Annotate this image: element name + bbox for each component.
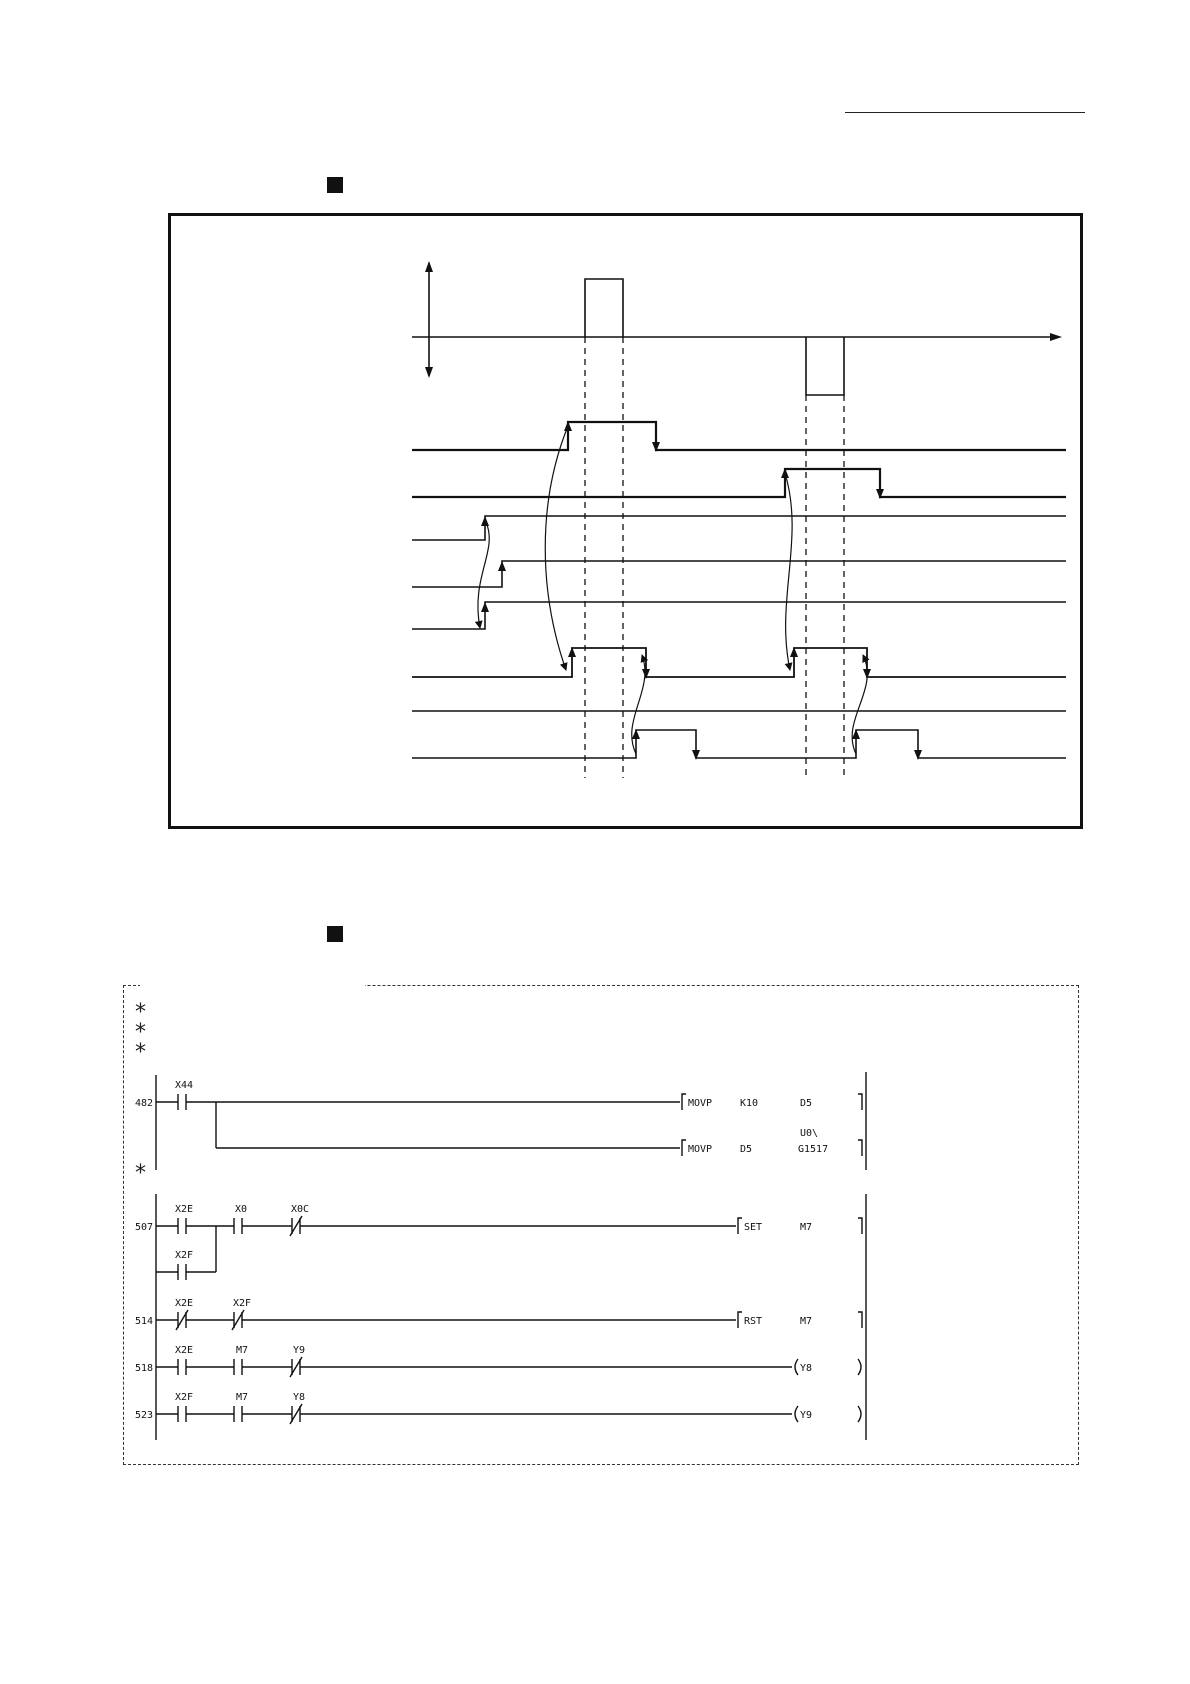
comment-mark: * <box>135 1040 146 1065</box>
contact-label: X2E <box>175 1204 194 1215</box>
contact-label: X0 <box>235 1204 248 1215</box>
contact-label: X44 <box>175 1080 194 1091</box>
instruction-arg: M7 <box>800 1222 813 1233</box>
step-number: 507 <box>135 1222 154 1233</box>
contact-label: X0C <box>291 1204 310 1215</box>
instruction-arg: D5 <box>800 1098 813 1109</box>
contact-label: M7 <box>236 1345 249 1356</box>
coil-label: Y8 <box>800 1363 813 1374</box>
coil-label: Y9 <box>800 1410 813 1421</box>
comment-mark: * <box>135 1161 146 1186</box>
instruction-arg: G1517 <box>798 1144 829 1155</box>
comment-mark: * <box>135 1000 146 1025</box>
contact-label: X2E <box>175 1298 194 1309</box>
instruction-op: MOVP <box>688 1098 713 1109</box>
instruction-arg: M7 <box>800 1316 813 1327</box>
instruction-arg: D5 <box>740 1144 753 1155</box>
instruction-op: RST <box>744 1316 763 1327</box>
instruction-op: SET <box>744 1222 763 1233</box>
contact-label: X2E <box>175 1345 194 1356</box>
step-number: 523 <box>135 1410 154 1421</box>
comment-mark: * <box>135 1020 146 1045</box>
step-number: 482 <box>135 1098 154 1109</box>
instruction-arg: U0\ <box>800 1128 819 1139</box>
contact-label: X2F <box>175 1392 194 1403</box>
step-number: 518 <box>135 1363 154 1374</box>
contact-label: X2F <box>175 1250 194 1261</box>
contact-label: Y9 <box>293 1345 306 1356</box>
contact-label: X2F <box>233 1298 252 1309</box>
instruction-arg: K10 <box>740 1098 759 1109</box>
contact-label: Y8 <box>293 1392 306 1403</box>
step-number: 514 <box>135 1316 154 1327</box>
contact-label: M7 <box>236 1392 249 1403</box>
instruction-op: MOVP <box>688 1144 713 1155</box>
